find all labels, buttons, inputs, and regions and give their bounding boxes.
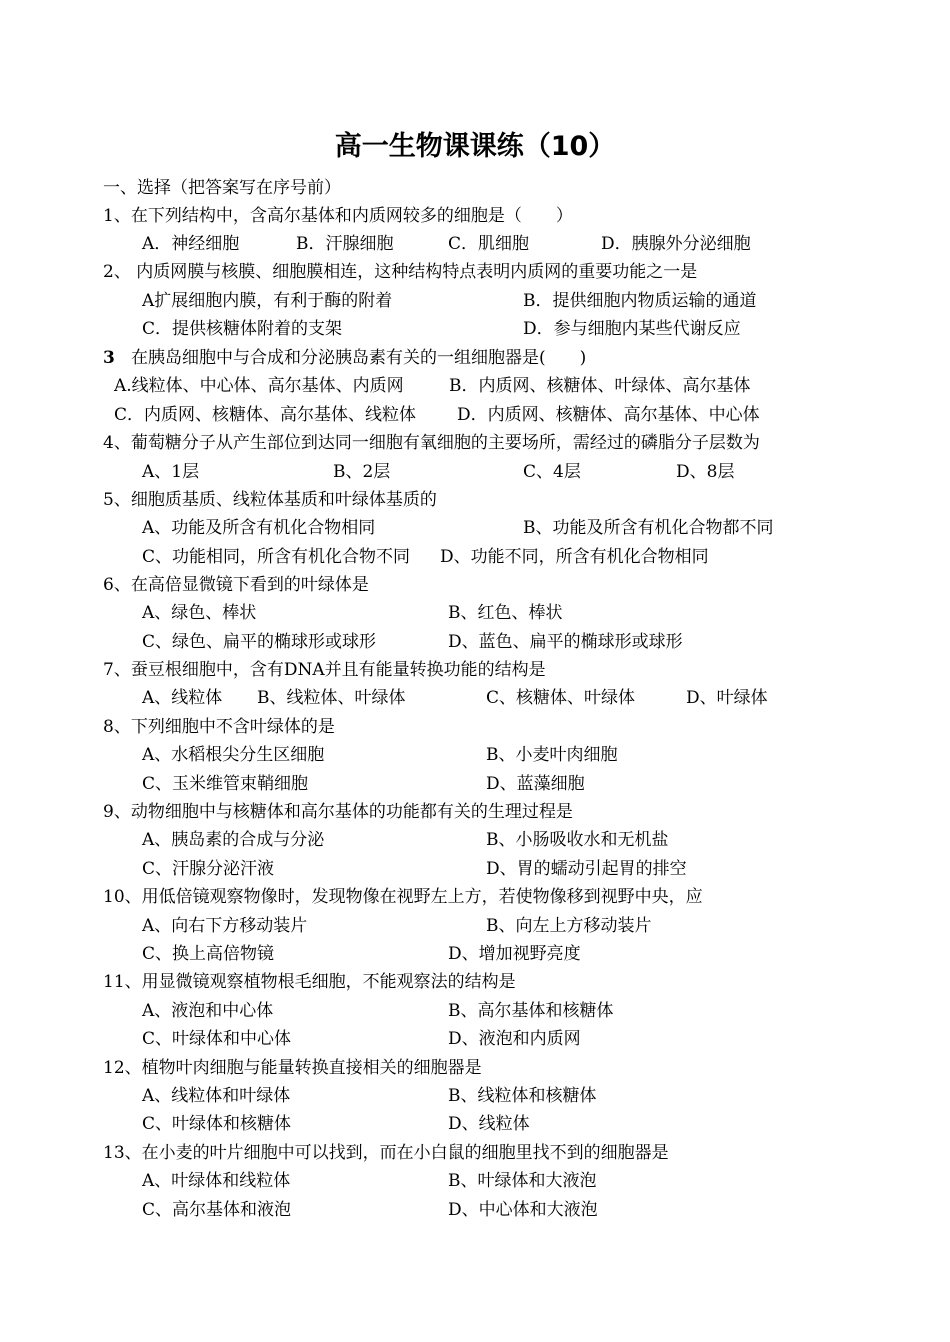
question-8-option-b: B、小麦叶肉细胞 <box>486 745 618 765</box>
question-10-option-c: C、换上高倍物镜 <box>142 944 275 964</box>
question-1-option-a: A．神经细胞 <box>142 234 240 254</box>
question-8-option-c: C、玉米维管束鞘细胞 <box>142 774 309 794</box>
question-3-number: 3 <box>103 348 115 368</box>
question-1-option-c: C．肌细胞 <box>448 234 530 254</box>
question-3-option-a: A.线粒体、中心体、高尔基体、内质网 <box>114 376 404 396</box>
question-9-option-c: C、汗腺分泌汗液 <box>142 859 275 879</box>
question-2-option-d: D．参与细胞内某些代谢反应 <box>523 319 741 339</box>
question-6-option-d: D、蓝色、扁平的椭球形或球形 <box>448 632 683 652</box>
section-heading: 一、选择（把答案写在序号前） <box>103 178 341 198</box>
question-3-option-b: B．内质网、核糖体、叶绿体、高尔基体 <box>449 376 751 396</box>
question-3-option-d: D．内质网、核糖体、高尔基体、中心体 <box>457 405 760 425</box>
question-10-option-b: B、向左上方移动装片 <box>486 916 652 936</box>
question-4-option-d: D、8层 <box>676 462 735 482</box>
question-3-stem: 在胰岛细胞中与合成和分泌胰岛素有关的一组细胞器是( ) <box>131 348 587 368</box>
question-4-stem: 4、葡萄糖分子从产生部位到达同一细胞有氧细胞的主要场所，需经过的磷脂分子层数为 <box>103 433 760 453</box>
question-11-option-d: D、液泡和内质网 <box>448 1029 581 1049</box>
question-8-option-d: D、蓝藻细胞 <box>486 774 585 794</box>
question-11-option-a: A、液泡和中心体 <box>142 1001 274 1021</box>
question-9-stem: 9、动物细胞中与核糖体和高尔基体的功能都有关的生理过程是 <box>103 802 573 822</box>
question-12-option-a: A、线粒体和叶绿体 <box>142 1086 291 1106</box>
question-13-option-b: B、叶绿体和大液泡 <box>448 1171 597 1191</box>
question-4-option-c: C、4层 <box>523 462 581 482</box>
question-9-option-a: A、胰岛素的合成与分泌 <box>142 830 325 850</box>
question-5-option-d: D、功能不同，所含有机化合物相同 <box>440 547 709 567</box>
question-12-option-d: D、线粒体 <box>448 1114 530 1134</box>
question-6-stem: 6、在高倍显微镜下看到的叶绿体是 <box>103 575 369 595</box>
question-7-option-a: A、线粒体 <box>142 688 223 708</box>
question-6-option-b: B、红色、棒状 <box>448 603 563 623</box>
question-8-option-a: A、水稻根尖分生区细胞 <box>142 745 325 765</box>
question-5-option-a: A、功能及所含有机化合物相同 <box>142 518 376 538</box>
question-9-option-d: D、胃的蠕动引起胃的排空 <box>486 859 687 879</box>
question-13-option-d: D、中心体和大液泡 <box>448 1200 598 1220</box>
question-4-option-b: B、2层 <box>333 462 391 482</box>
question-12-option-b: B、线粒体和核糖体 <box>448 1086 597 1106</box>
question-2-option-a: A扩展细胞内膜，有利于酶的附着 <box>142 291 393 311</box>
question-7-stem: 7、蚕豆根细胞中，含有DNA并且有能量转换功能的结构是 <box>103 660 546 680</box>
question-13-option-a: A、叶绿体和线粒体 <box>142 1171 291 1191</box>
question-10-option-a: A、向右下方移动装片 <box>142 916 308 936</box>
question-6-option-c: C、绿色、扁平的椭球形或球形 <box>142 632 377 652</box>
question-11-option-b: B、高尔基体和核糖体 <box>448 1001 614 1021</box>
question-2-option-c: C．提供核糖体附着的支架 <box>142 319 343 339</box>
question-1-option-d: D．胰腺外分泌细胞 <box>601 234 751 254</box>
question-2-option-b: B．提供细胞内物质运输的通道 <box>523 291 757 311</box>
question-10-stem: 10、用低倍镜观察物像时，发现物像在视野左上方，若使物像移到视野中央，应 <box>103 887 703 907</box>
question-2-stem: 2、 内质网膜与核膜、细胞膜相连，这种结构特点表明内质网的重要功能之一是 <box>103 262 698 282</box>
question-13-stem: 13、在小麦的叶片细胞中可以找到，而在小白鼠的细胞里找不到的细胞器是 <box>103 1143 669 1163</box>
question-12-option-c: C、叶绿体和核糖体 <box>142 1114 292 1134</box>
question-4-option-a: A、1层 <box>142 462 200 482</box>
question-7-option-b: B、线粒体、叶绿体 <box>257 688 406 708</box>
question-7-option-c: C、核糖体、叶绿体 <box>486 688 636 708</box>
question-5-option-b: B、功能及所含有机化合物都不同 <box>523 518 774 538</box>
question-11-stem: 11、用显微镜观察植物根毛细胞，不能观察法的结构是 <box>103 972 516 992</box>
question-9-option-b: B、小肠吸收水和无机盐 <box>486 830 669 850</box>
question-3-option-c: C．内质网、核糖体、高尔基体、线粒体 <box>114 405 417 425</box>
question-12-stem: 12、植物叶肉细胞与能量转换直接相关的细胞器是 <box>103 1058 482 1078</box>
question-8-stem: 8、下列细胞中不含叶绿体的是 <box>103 717 335 737</box>
question-7-option-d: D、叶绿体 <box>686 688 768 708</box>
question-5-option-c: C、功能相同，所含有机化合物不同 <box>142 547 411 567</box>
question-13-option-c: C、高尔基体和液泡 <box>142 1200 292 1220</box>
question-6-option-a: A、绿色、棒状 <box>142 603 257 623</box>
question-1-option-b: B．汗腺细胞 <box>296 234 394 254</box>
question-11-option-c: C、叶绿体和中心体 <box>142 1029 292 1049</box>
page-title: 高一生物课课练（10） <box>334 131 616 162</box>
question-5-stem: 5、细胞质基质、线粒体基质和叶绿体基质的 <box>103 490 437 510</box>
question-10-option-d: D、增加视野亮度 <box>448 944 581 964</box>
question-1-stem: 1、在下列结构中，含高尔基体和内质网较多的细胞是（ ） <box>103 206 573 226</box>
